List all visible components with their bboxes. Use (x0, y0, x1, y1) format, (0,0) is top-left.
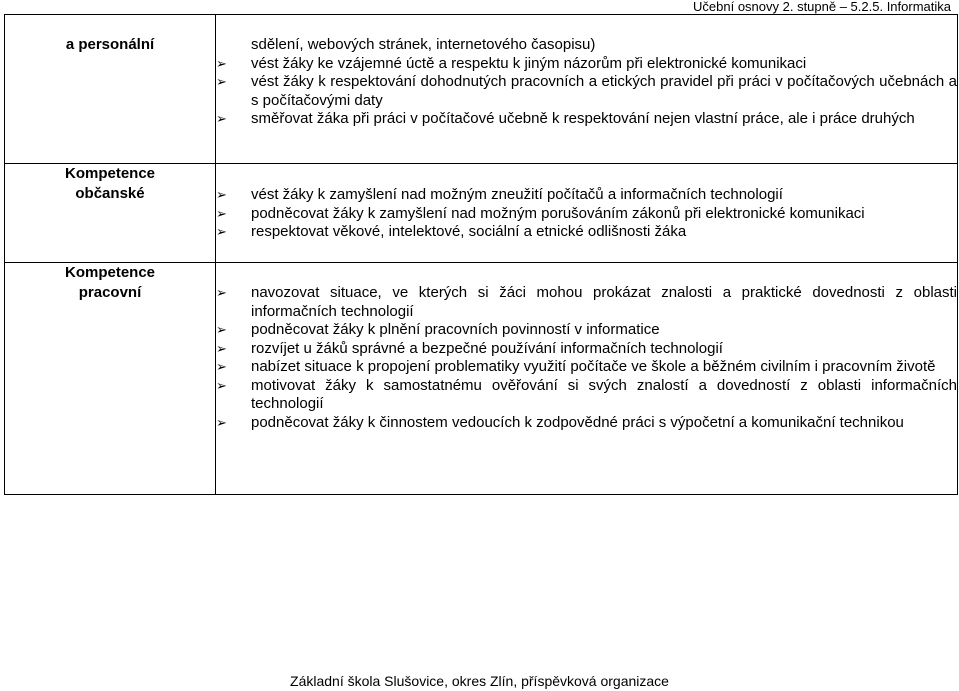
list-item-text: vést žáky ke vzájemné úctě a respektu k jiným názorům při elektronické komunikaci (251, 54, 807, 72)
list-item (216, 205, 957, 224)
list-item-text: nabízet situace k propojení problematiky využití počítače ve škole a běžném civilním i pracovním životě (251, 358, 936, 375)
arrowhead-bullet-icon: ➢ (216, 55, 227, 71)
arrowhead-bullet-icon: ➢ (216, 359, 227, 374)
list-item-text: podněcovat žáky k plnění pracovních povinností v informatice (251, 321, 660, 338)
list-item-text: motivovat žáky k samostatnému ověřování si svých znalostí a dovedností z oblasti informačních technologií (251, 376, 957, 412)
list-item-text: rozvíjet u žáků správné a bezpečné používání informačních technologií (251, 339, 723, 357)
row-label-line: Kompetence (64, 165, 156, 182)
arrowhead-bullet-icon: ➢ (216, 111, 227, 126)
row-items-civic (216, 164, 958, 263)
row-label-line: Kompetence (64, 264, 156, 281)
bullet-list (216, 186, 957, 242)
list-item-text: podněcovat žáky k činnostem vedoucích k zodpovědné práci s výpočetní a komunikační technikou (251, 413, 904, 431)
row-items-work (216, 263, 958, 495)
list-item-text: respektovat věkové, intelektové, sociální a etnické odlišnosti žáka (251, 223, 687, 240)
arrowhead-bullet-icon: ➢ (216, 74, 227, 89)
row-label-line: občanské (75, 185, 145, 202)
list-item (216, 414, 957, 433)
arrowhead-bullet-icon: ➢ (216, 322, 227, 337)
row-label-line: a personální (65, 36, 155, 53)
arrowhead-bullet-icon: ➢ (216, 340, 227, 356)
table-row (5, 15, 958, 164)
document-header: Učební osnovy 2. stupně – 5.2.5. Informatika (693, 0, 951, 14)
list-item (216, 186, 957, 205)
list-item (216, 223, 957, 242)
arrowhead-bullet-icon: ➢ (216, 285, 227, 300)
arrowhead-bullet-icon: ➢ (216, 414, 227, 430)
document-footer: Základní škola Slušovice, okres Zlín, příspěvková organizace (290, 673, 669, 689)
list-item (216, 321, 957, 340)
list-item-text: směřovat žáka při práci v počítačové učebně k respektování nejen vlastní práce, ale i práce druhých (251, 110, 915, 127)
list-item-text: vést žáky k respektování dohodnutých pracovních a etických pravidel při práci v počítačových učebnách a s počítačovými daty (251, 73, 957, 109)
arrowhead-bullet-icon: ➢ (216, 205, 227, 221)
list-item-text: navozovat situace, ve kterých si žáci mohou prokázat znalosti a praktické dovednosti z oblasti informačních technologií (251, 284, 957, 320)
list-item (216, 110, 957, 129)
row-label-work (5, 263, 216, 495)
list-item (216, 73, 957, 110)
arrowhead-bullet-icon: ➢ (216, 187, 227, 202)
row-items-personal (216, 15, 958, 164)
list-item (216, 36, 957, 55)
list-item-text: podněcovat žáky k zamyšlení nad možným porušováním zákonů při elektronické komunikaci (251, 204, 865, 222)
list-item-text: vést žáky k zamyšlení nad možným zneužití počítačů a informačních technologií (251, 186, 783, 203)
arrowhead-bullet-icon: ➢ (216, 224, 227, 239)
list-item (216, 340, 957, 359)
competence-table (4, 14, 958, 495)
table-row (5, 164, 958, 263)
list-item-text: sdělení, webových stránek, internetového časopisu) (251, 36, 596, 53)
row-label-civic (5, 164, 216, 263)
row-label-personal (5, 15, 216, 164)
list-item (216, 55, 957, 74)
list-item (216, 377, 957, 414)
row-label-line: pracovní (78, 284, 142, 301)
list-item (216, 358, 957, 377)
bullet-list (216, 36, 957, 129)
bullet-list (216, 284, 957, 432)
arrowhead-bullet-icon: ➢ (216, 377, 227, 393)
list-item (216, 284, 957, 321)
table-row (5, 263, 958, 495)
